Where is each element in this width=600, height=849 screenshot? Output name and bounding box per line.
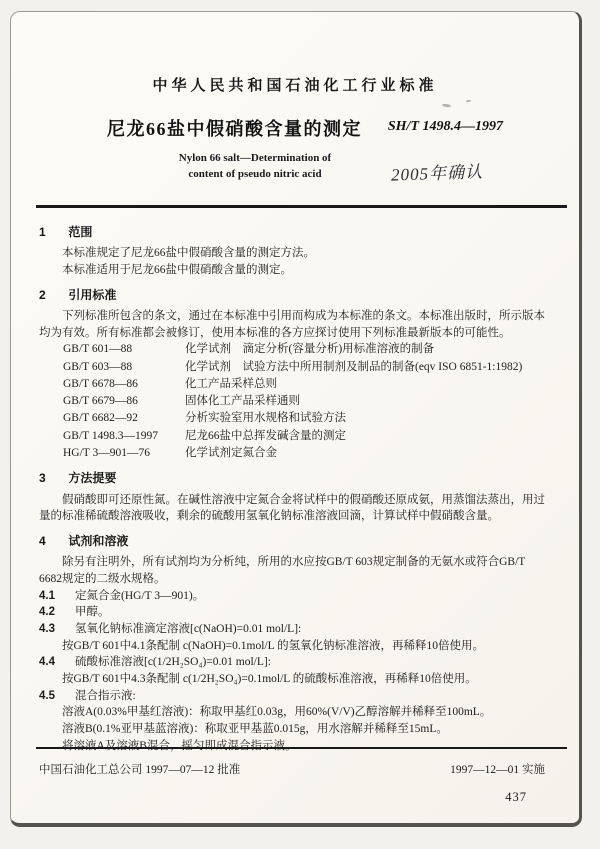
clause-text: 定氮合金(HG/T 3—901)。 (75, 589, 205, 602)
solution-b-line: 溶液B(0.1%亚甲基蓝溶液)：称取亚甲基蓝0.015g，用水溶解并稀释至15mL。 (62, 723, 448, 736)
section-heading (39, 533, 549, 550)
section-scope (39, 224, 549, 279)
section-number: 1 (39, 225, 46, 239)
clause-number: 4.5 (39, 689, 55, 702)
reference-item (63, 393, 549, 410)
clause-4-1 (39, 588, 549, 605)
reference-code: GB/T 6679—86 (63, 395, 138, 408)
paragraph: 假硝酸即可还原性氮。在碱性溶液中定氮合金将试样中的假硝酸还原成氨，用蒸馏法蒸出，用过量的标准稀硫酸溶液吸收，剩余的硫酸用氢氧化钠标准溶液回滴，计算试样中假硝酸含量。 (39, 493, 545, 523)
document-title: 尼龙66盐中假硝酸含量的测定 (107, 119, 362, 139)
reference-code: GB/T 6678—86 (63, 377, 138, 390)
reference-code: GB/T 6682—92 (63, 412, 138, 425)
paragraph: 除另有注明外，所有试剂均为分析纯，所用的水应按GB/T 603规定制备的无氨水或符合GB/T 6682规定的二级水规格。 (39, 556, 526, 586)
scan-artifact (466, 100, 471, 103)
clause-number: 4.2 (39, 606, 55, 619)
clause-4-5 (39, 688, 549, 705)
section-method (39, 470, 549, 525)
section-number: 3 (39, 471, 46, 486)
footer-divider (36, 747, 567, 749)
handwritten-confirmation: 2005年确认 (390, 162, 484, 185)
section-heading (39, 470, 549, 487)
implementation-note: 1997—12—01 实施 (450, 764, 545, 776)
reference-item (63, 376, 549, 393)
clause-number: 4.4 (39, 656, 55, 669)
english-title (129, 151, 381, 183)
section-title: 方法提要 (68, 471, 117, 486)
section-heading (39, 224, 549, 241)
clause-4-3 (39, 621, 549, 638)
reference-code: GB/T 1498.3—1997 (63, 429, 158, 442)
reference-title: 化工产品采样总则 (185, 377, 277, 390)
header-divider (36, 205, 567, 208)
page-number: 437 (505, 790, 527, 804)
reference-item (63, 341, 549, 358)
reference-code: GB/T 601—88 (63, 343, 133, 356)
reference-list (63, 341, 549, 462)
clause-number: 4.3 (39, 623, 55, 636)
reference-item (63, 445, 549, 462)
reference-item (63, 428, 549, 445)
clause-continuation: 按GB/T 601中4.3条配制 c(1/2H₂SO₄)=0.1mol/L 的硫酸标准溶液，再稀释10倍使用。 (62, 673, 477, 686)
section-title: 范围 (68, 225, 93, 239)
document-footer (39, 761, 545, 777)
clause-text: 氢氧化钠标准滴定溶液[c(NaOH)=0.01 mol/L]: (75, 623, 302, 636)
section-number: 4 (39, 533, 46, 548)
reference-code: GB/T 603—88 (63, 360, 133, 373)
reference-item (63, 410, 549, 427)
section-reagents (39, 533, 549, 754)
mix-line: 将溶液A及溶液B混合，摇匀即成混合指示液。 (62, 739, 297, 752)
section-title: 引用标准 (68, 287, 117, 302)
reference-title: 化学试剂定氮合金 (185, 446, 277, 459)
scan-artifact (442, 103, 451, 107)
clause-text: 混合指示液: (75, 689, 136, 702)
approval-note: 中国石油化工总公司 1997—07—12 批准 (39, 764, 241, 776)
english-title-line1: Nylon 66 salt—Determination of (178, 152, 332, 164)
document-body (11, 208, 579, 754)
paragraph: 下列标准所包含的条文，通过在本标准中引用而构成为本标准的条文。本标准出版时，所示版本均为有效。所有标准都会被修订，使用本标准的各方应探讨使用下列标准最新版本的可能性。 (39, 310, 545, 339)
standard-number: SH/T 1498.4—1997 (387, 119, 503, 134)
clause-number: 4.1 (39, 589, 55, 602)
section-references (39, 287, 549, 462)
section-heading (39, 287, 549, 304)
clause-continuation: 按GB/T 601中4.1条配制 c(NaOH)=0.1mol/L 的氢氧化钠标准溶液，再稀释10倍使用。 (62, 639, 485, 652)
standard-org-title: 中华人民共和国石油化工行业标准 (152, 78, 438, 94)
clause-text: 硫酸标准溶液[c(1/2H₂SO₄)=0.01 mol/L]: (75, 656, 271, 669)
reference-title: 尼龙66盐中总挥发碱含量的测定 (185, 429, 346, 442)
paragraph: 本标准适用于尼龙66盐中假硝酸含量的测定。 (62, 264, 292, 277)
clause-4-2 (39, 604, 549, 621)
solution-a-line: 溶液A(0.03%甲基红溶液)：称取甲基红0.03g，用60%(V/V)乙醇溶解并稀释至100mL。 (62, 706, 492, 719)
document-page (10, 11, 582, 827)
document-header (11, 12, 579, 208)
reference-title: 分析实验室用水规格和试验方法 (185, 412, 346, 425)
clause-4-4 (39, 654, 549, 671)
paragraph: 本标准规定了尼龙66盐中假硝酸含量的测定方法。 (62, 247, 315, 260)
english-title-line2: content of pseudo nitric acid (188, 167, 322, 180)
reference-title: 化学试剂 试验方法中所用制剂及制品的制备(eqv ISO 6851-1:1982) (185, 360, 523, 373)
reference-item (63, 359, 549, 376)
clause-text: 甲醇。 (75, 606, 110, 619)
reference-code: HG/T 3—901—76 (63, 446, 150, 459)
section-title: 试剂和溶液 (68, 533, 129, 548)
reference-title: 固体化工产品采样通则 (185, 395, 300, 408)
section-number: 2 (39, 287, 46, 302)
reference-title: 化学试剂 滴定分析(容量分析)用标准溶液的制备 (185, 343, 435, 356)
